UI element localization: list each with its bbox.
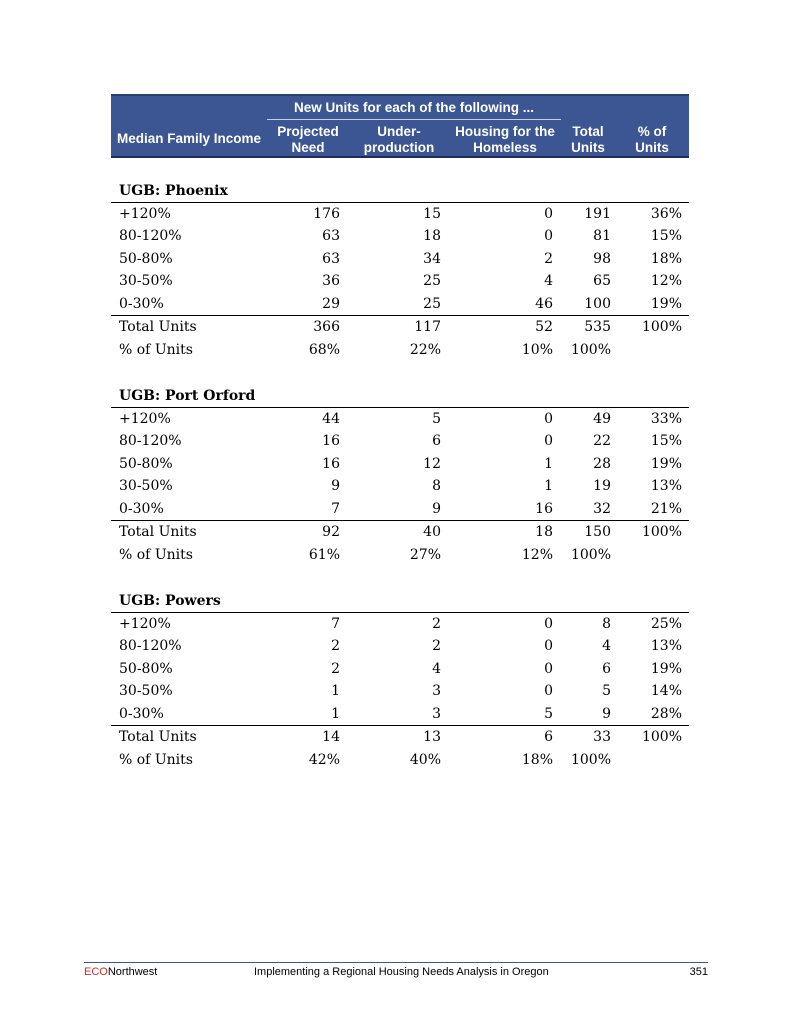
total-row xyxy=(111,726,689,748)
row-label: 30-50% xyxy=(119,478,173,495)
table-cell: 52 xyxy=(535,319,553,335)
table-section xyxy=(111,388,689,578)
table-cell: 15% xyxy=(650,228,682,245)
table-cell: 366 xyxy=(313,319,340,335)
row-label: 80-120% xyxy=(119,228,182,245)
table-cell: 68% xyxy=(308,342,340,358)
brand-prefix: ECO xyxy=(84,966,108,978)
table-cell: 0 xyxy=(544,616,553,632)
table-cell: 92 xyxy=(322,524,340,540)
section-title: UGB: Port Orford xyxy=(119,388,256,404)
table-cell: 6 xyxy=(602,660,611,677)
row-label: 80-120% xyxy=(119,638,182,655)
table-row xyxy=(111,293,689,315)
table-cell: 191 xyxy=(584,206,611,222)
table-cell: 9 xyxy=(432,500,441,517)
table-cell: 33% xyxy=(650,411,682,427)
group-header-divider xyxy=(267,119,561,120)
row-label: +120% xyxy=(119,616,171,632)
table-section xyxy=(111,183,689,373)
table-cell: 34 xyxy=(423,250,441,267)
table-cell: 150 xyxy=(584,524,611,540)
table-cell: 44 xyxy=(322,411,340,427)
table-row xyxy=(111,248,689,270)
table-cell: 25 xyxy=(423,273,441,290)
table-cell: 13% xyxy=(650,638,682,655)
table-section xyxy=(111,593,689,783)
col-header-underproduction: Under- production xyxy=(363,124,435,155)
total-row xyxy=(111,316,689,338)
table-cell: 0 xyxy=(544,206,553,222)
table-row xyxy=(111,498,689,520)
table-cell: 19% xyxy=(650,660,682,677)
section-title: UGB: Powers xyxy=(119,593,221,609)
table-cell: 18 xyxy=(535,524,553,540)
group-header: New Units for each of the following ... xyxy=(293,100,534,115)
table-cell: 12% xyxy=(650,273,682,290)
table-cell: 33 xyxy=(593,729,611,745)
row-label: 0-30% xyxy=(119,295,164,312)
table-cell: 42% xyxy=(308,752,340,768)
table-cell: 0 xyxy=(544,433,553,450)
table-cell: 10% xyxy=(521,342,553,358)
table-cell: 15 xyxy=(423,206,441,222)
brand-suffix: Northwest xyxy=(107,966,158,978)
table-cell: 6 xyxy=(544,729,553,745)
row-label: 50-80% xyxy=(119,455,173,472)
table-cell: 36 xyxy=(322,273,340,290)
row-label: 50-80% xyxy=(119,660,173,677)
table-cell: 12% xyxy=(521,547,553,563)
table-cell: 19 xyxy=(593,478,611,495)
footer-brand xyxy=(84,966,157,978)
table-cell: 100% xyxy=(570,752,611,768)
table-cell: 3 xyxy=(432,683,441,700)
table-cell: 535 xyxy=(584,319,611,335)
table-cell: 9 xyxy=(331,478,340,495)
table-cell: 2 xyxy=(432,616,441,632)
table-cell: 27% xyxy=(409,547,441,563)
table-cell: 81 xyxy=(593,228,611,245)
col-header-pct-units: % of Units xyxy=(635,124,669,155)
table-cell: 65 xyxy=(593,273,611,290)
table-cell: 0 xyxy=(544,638,553,655)
table-cell: 7 xyxy=(331,500,340,517)
table-cell: 8 xyxy=(602,616,611,632)
table-cell: 28% xyxy=(650,705,682,722)
table-cell: 21% xyxy=(650,500,682,517)
row-label: Total Units xyxy=(119,524,197,540)
col-header-homeless: Housing for the Homeless xyxy=(455,124,555,155)
table-header xyxy=(111,94,689,158)
row-label: 50-80% xyxy=(119,250,173,267)
table-cell: 2 xyxy=(544,250,553,267)
table-cell: 16 xyxy=(322,433,340,450)
table-cell: 61% xyxy=(308,547,340,563)
pct-row xyxy=(111,749,689,771)
table-cell: 22% xyxy=(409,342,441,358)
table-row xyxy=(111,613,689,635)
table-row xyxy=(111,635,689,657)
row-label: % of Units xyxy=(119,342,193,358)
footer-rule xyxy=(84,962,708,963)
table-row xyxy=(111,270,689,292)
col-header-projected-need: Projected Need xyxy=(277,124,339,155)
table-cell: 176 xyxy=(313,206,340,222)
row-label: Total Units xyxy=(119,319,197,335)
table-cell: 29 xyxy=(322,295,340,312)
table-cell: 2 xyxy=(331,638,340,655)
row-label: 30-50% xyxy=(119,273,173,290)
row-label: 80-120% xyxy=(119,433,182,450)
table-cell: 18 xyxy=(423,228,441,245)
table-cell: 1 xyxy=(544,455,553,472)
table-cell: 40 xyxy=(423,524,441,540)
row-label: Total Units xyxy=(119,729,197,745)
total-row xyxy=(111,521,689,543)
table-cell: 100% xyxy=(570,342,611,358)
table-cell: 18% xyxy=(521,752,553,768)
page-number: 351 xyxy=(689,966,708,978)
table-cell: 0 xyxy=(544,411,553,427)
table-cell: 98 xyxy=(593,250,611,267)
table-cell: 18% xyxy=(650,250,682,267)
table-cell: 6 xyxy=(432,433,441,450)
col-header-total-units: Total Units xyxy=(571,124,605,155)
row-label: +120% xyxy=(119,411,171,427)
table-cell: 5 xyxy=(602,683,611,700)
table-row xyxy=(111,680,689,702)
table-cell: 19% xyxy=(650,295,682,312)
table-row xyxy=(111,408,689,430)
table-row xyxy=(111,703,689,725)
table-cell: 25% xyxy=(650,616,682,632)
table-cell: 13 xyxy=(423,729,441,745)
table-cell: 9 xyxy=(602,705,611,722)
table-cell: 22 xyxy=(593,433,611,450)
table-cell: 12 xyxy=(423,455,441,472)
row-label: +120% xyxy=(119,206,171,222)
table-cell: 15% xyxy=(650,433,682,450)
table-cell: 2 xyxy=(432,638,441,655)
table-cell: 63 xyxy=(322,228,340,245)
table-cell: 4 xyxy=(602,638,611,655)
table-cell: 100% xyxy=(641,319,682,335)
table-cell: 63 xyxy=(322,250,340,267)
table-cell: 32 xyxy=(593,500,611,517)
row-label: 30-50% xyxy=(119,683,173,700)
table-cell: 5 xyxy=(432,411,441,427)
table-cell: 14% xyxy=(650,683,682,700)
table-cell: 100% xyxy=(570,547,611,563)
table-cell: 100 xyxy=(584,295,611,312)
table-cell: 49 xyxy=(593,411,611,427)
table-cell: 0 xyxy=(544,228,553,245)
row-label: 0-30% xyxy=(119,500,164,517)
table-cell: 3 xyxy=(432,705,441,722)
table-cell: 40% xyxy=(409,752,441,768)
table-row xyxy=(111,475,689,497)
table-cell: 100% xyxy=(641,524,682,540)
table-cell: 8 xyxy=(432,478,441,495)
table-row xyxy=(111,430,689,452)
row-label-header: Median Family Income xyxy=(116,131,262,146)
table-cell: 1 xyxy=(544,478,553,495)
table-cell: 117 xyxy=(414,319,441,335)
footer-title: Implementing a Regional Housing Needs Analysis in Oregon xyxy=(254,966,549,978)
table-cell: 4 xyxy=(544,273,553,290)
table-cell: 13% xyxy=(650,478,682,495)
table-cell: 4 xyxy=(432,660,441,677)
table-cell: 0 xyxy=(544,683,553,700)
table-cell: 14 xyxy=(322,729,340,745)
section-title: UGB: Phoenix xyxy=(119,183,228,199)
table-cell: 7 xyxy=(331,616,340,632)
table-cell: 46 xyxy=(535,295,553,312)
table-cell: 2 xyxy=(331,660,340,677)
table-cell: 25 xyxy=(423,295,441,312)
row-label: % of Units xyxy=(119,547,193,563)
table-cell: 19% xyxy=(650,455,682,472)
table-cell: 28 xyxy=(593,455,611,472)
row-label: 0-30% xyxy=(119,705,164,722)
table-row xyxy=(111,225,689,247)
table-cell: 16 xyxy=(535,500,553,517)
table-row xyxy=(111,453,689,475)
table-cell: 36% xyxy=(650,206,682,222)
table-row xyxy=(111,203,689,225)
row-label: % of Units xyxy=(119,752,193,768)
table-cell: 0 xyxy=(544,660,553,677)
pct-row xyxy=(111,544,689,566)
table-cell: 100% xyxy=(641,729,682,745)
table-cell: 1 xyxy=(331,705,340,722)
table-cell: 1 xyxy=(331,683,340,700)
pct-row xyxy=(111,339,689,361)
table-cell: 16 xyxy=(322,455,340,472)
table-cell: 5 xyxy=(544,705,553,722)
table-row xyxy=(111,658,689,680)
